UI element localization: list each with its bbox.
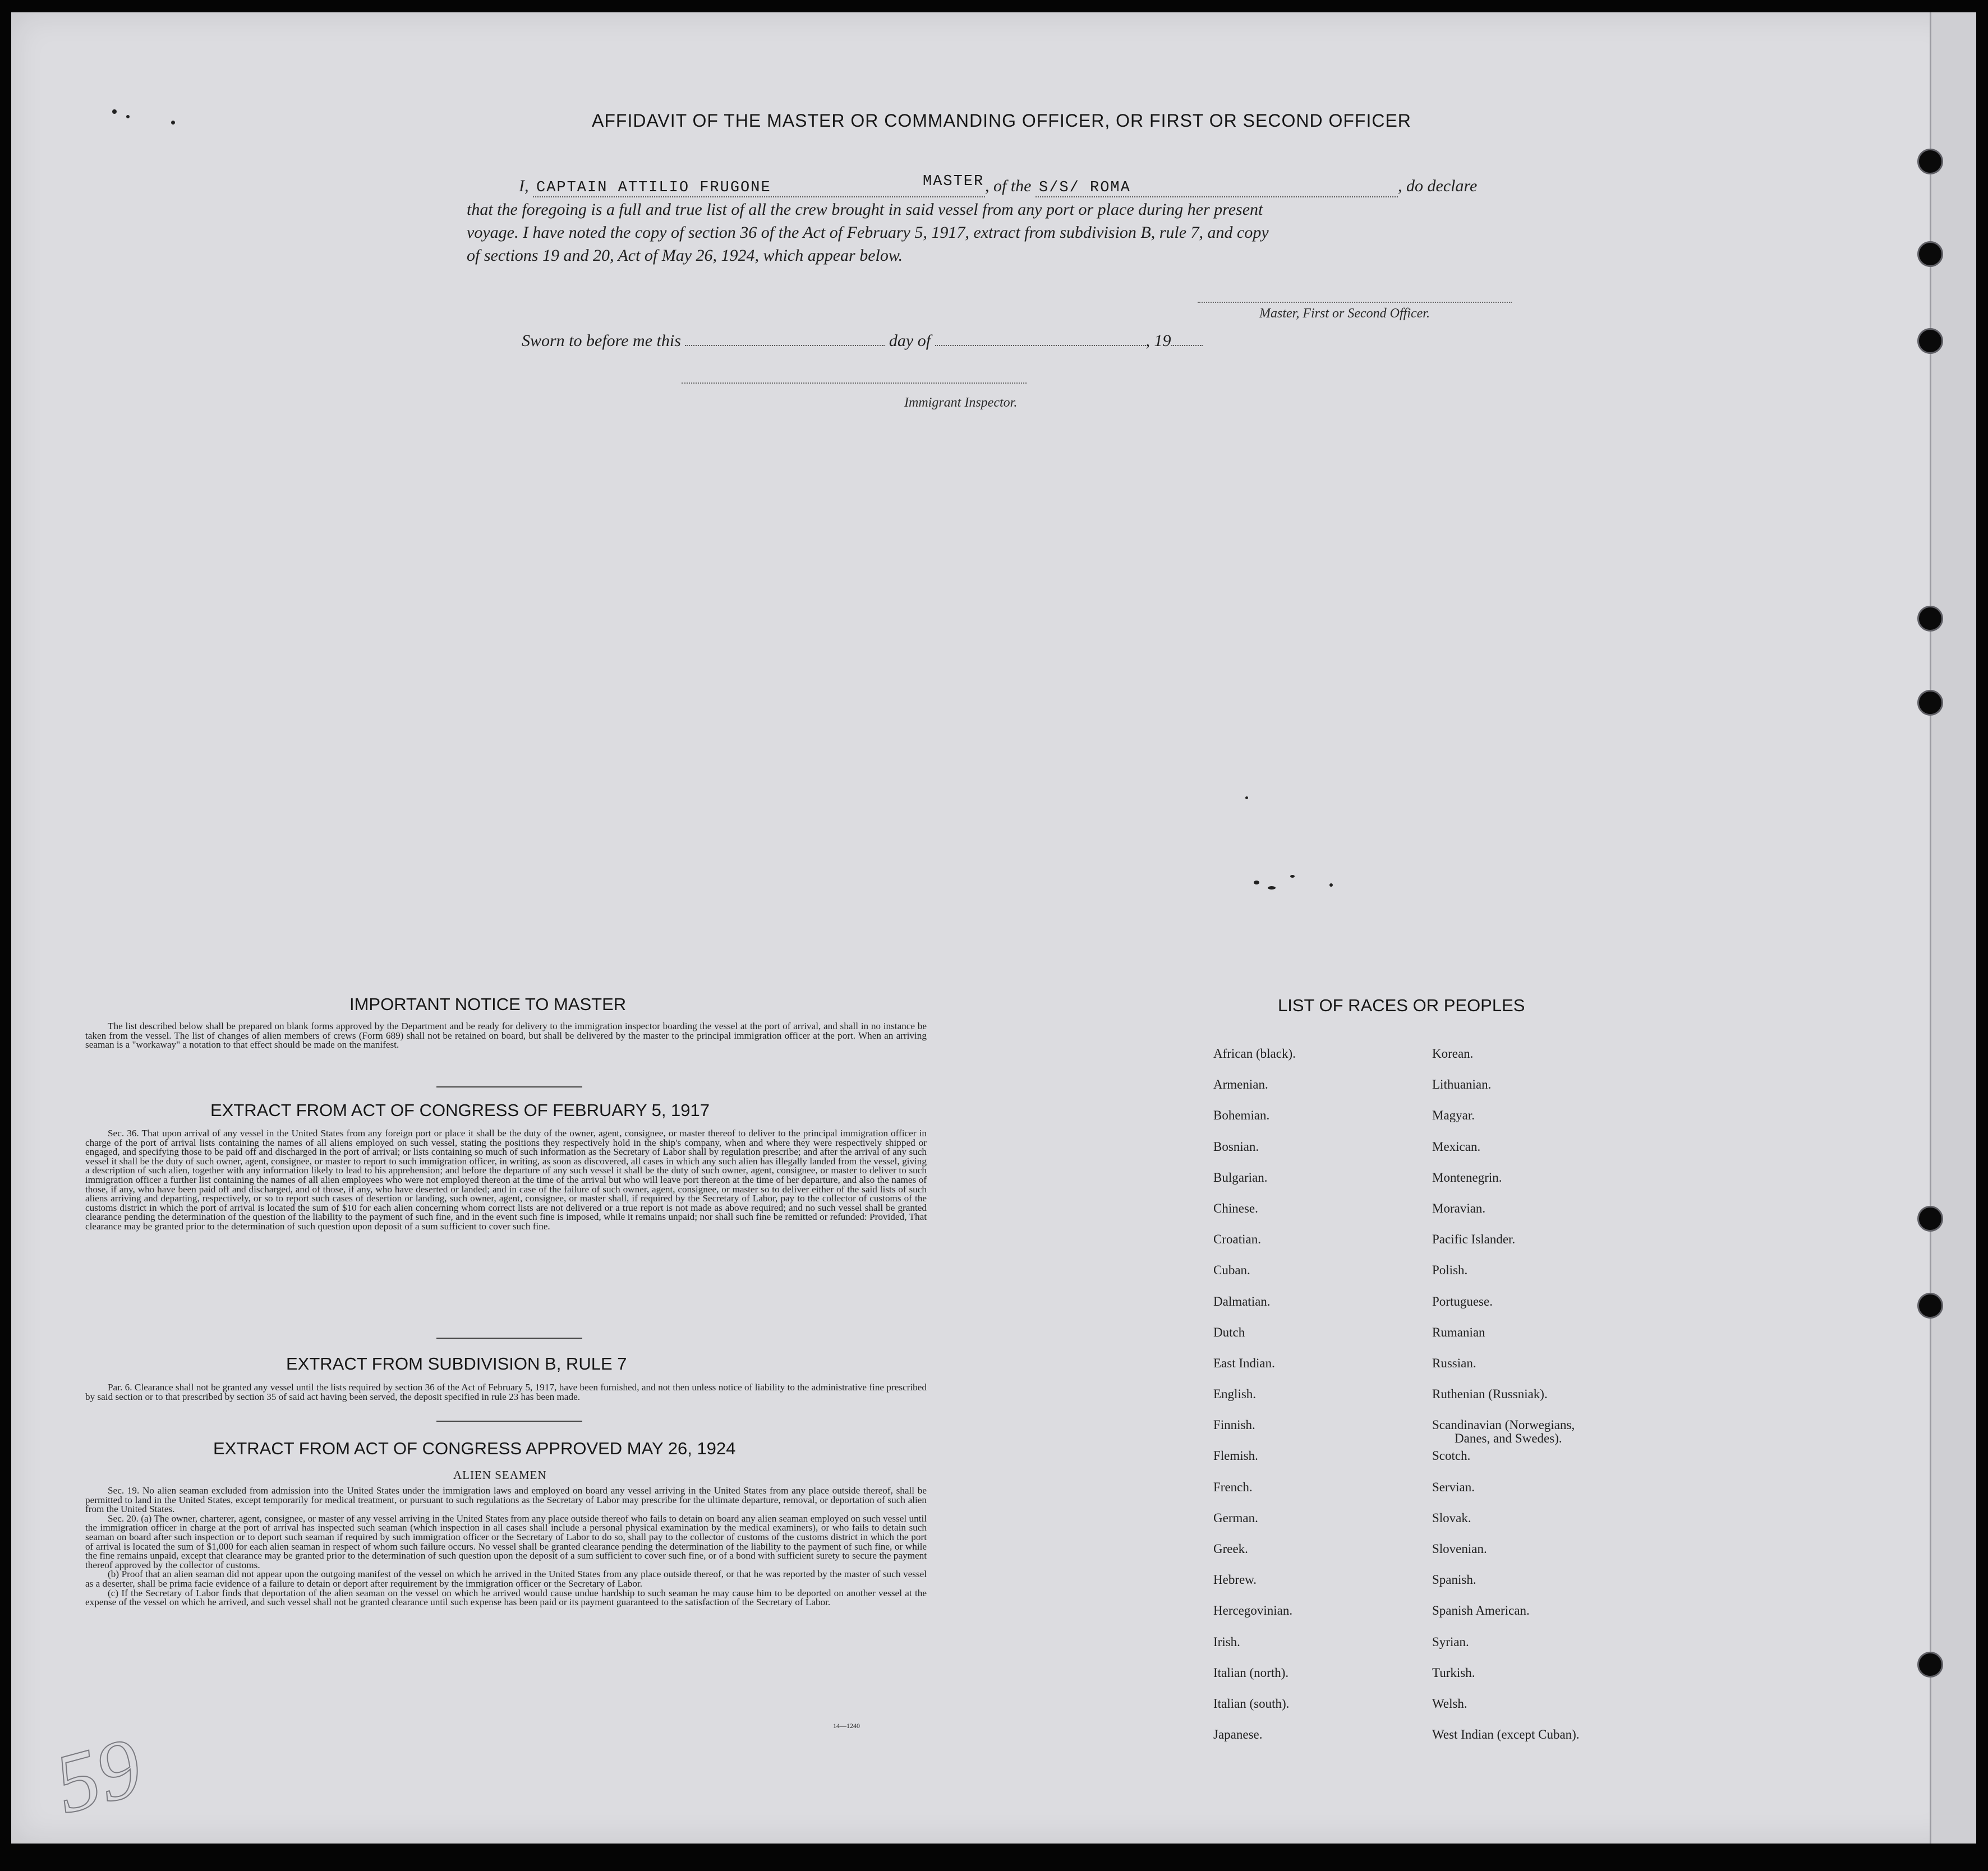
race-item: Spanish. bbox=[1432, 1573, 1476, 1587]
race-item: Hebrew. bbox=[1213, 1573, 1257, 1587]
sworn-day-field[interactable] bbox=[685, 328, 885, 346]
race-item: Bulgarian. bbox=[1213, 1170, 1268, 1185]
speck bbox=[1290, 875, 1295, 878]
punch-hole bbox=[1917, 1652, 1943, 1678]
race-item: Rumanian bbox=[1432, 1325, 1485, 1339]
race-item: Croatian. bbox=[1213, 1232, 1261, 1247]
sworn-prefix: Sworn to before me this bbox=[522, 331, 681, 350]
extract-rule7-text bbox=[85, 1383, 927, 1402]
divider bbox=[436, 1086, 582, 1087]
race-item: Irish. bbox=[1213, 1634, 1240, 1649]
speck bbox=[1245, 796, 1248, 799]
officer-caption: Master, First or Second Officer. bbox=[1259, 306, 1430, 321]
races-left-column bbox=[1213, 1047, 1296, 1758]
form-number: 14—1240 bbox=[833, 1722, 860, 1730]
race-item: English. bbox=[1213, 1387, 1257, 1402]
divider bbox=[436, 1421, 582, 1422]
race-item: Bohemian. bbox=[1213, 1108, 1270, 1123]
extract-1917-text bbox=[85, 1129, 927, 1232]
declaration-line-4: of sections 19 and 20, Act of May 26, 1924, which appear below. bbox=[467, 246, 903, 265]
par-6-paragraph: Par. 6. Clearance shall not be granted any vessel until the lists required by section 36 of the Act of February 5, 1917, have been furnished, and not then unless notice of liability to the administrative fine prescribed by said section or to that prescribed by section 35 of said act having been served, the deposit specified in rule 23 has been made. bbox=[85, 1382, 927, 1402]
race-item: Armenian. bbox=[1213, 1077, 1268, 1092]
notice-text bbox=[85, 1022, 927, 1050]
race-item: Montenegrin. bbox=[1432, 1170, 1502, 1185]
race-item: Spanish American. bbox=[1432, 1603, 1530, 1618]
name-field[interactable]: CAPTAIN ATTILIO FRUGONE bbox=[533, 179, 985, 197]
race-item: Servian. bbox=[1432, 1480, 1475, 1494]
race-item: African (black). bbox=[1213, 1047, 1296, 1061]
affidavit-title: AFFIDAVIT OF THE MASTER OR COMMANDING OFFICER, OR FIRST OR SECOND OFFICER bbox=[592, 110, 1411, 131]
divider bbox=[436, 1338, 582, 1339]
race-item: Greek. bbox=[1213, 1542, 1248, 1556]
race-item: German. bbox=[1213, 1510, 1258, 1525]
race-item: Polish. bbox=[1432, 1263, 1468, 1278]
inspector-signature-line[interactable] bbox=[682, 383, 1027, 384]
sec-20a-paragraph: Sec. 20. (a) The owner, charterer, agent, consignee, or master of any vessel arriving in the United States from any place outside thereof who fails to detain on board any alien seaman employed on such vessel until the immigration officer in charge at the port of arrival has inspected such seaman (which inspection in all cases shall include a personal physical examination by the medical examiners), or who fails to detain such seaman on board after such inspection or to deport such seaman if required by such immigration officer or the Secretary of Labor to do so, shall pay to the collector of customs of the customs district in which the port of arrival is located the sum of $1,000 for each alien seaman in respect of whom such failure occurs. No vessel shall be granted clearance pending the determination of the liability to the payment of such fine, or while the fine remains unpaid, except that clearance may be granted prior to the determination of such question upon the deposit of a sum sufficient to cover such fine, or of a bond with sufficient surety to secure the payment thereof approved by the collector of customs. bbox=[85, 1513, 927, 1570]
declaration-pronoun: I, bbox=[519, 177, 529, 195]
sec-36-paragraph: Sec. 36. That upon arrival of any vessel in the United States from any foreign port or place it shall be the duty of the owner, agent, consignee, or master thereof to deliver to the principal immigration officer in charge of the port of arrival lists containing the names of all aliens employed on such vessel, stating the positions they respectively hold in the ship's company, when and where they were respectively shipped or engaged, and specifying those to be paid off and discharged in the port of arrival; or lists containing so much of such information as the Secretary of Labor shall by regulation prescribe; and after the arrival of any such vessel it shall be the duty of such owner, agent, consignee, or master to report to such immigration officer, in writing, as soon as discovered, all cases in which any such alien has illegally landed from the vessel, giving a description of such alien, together with any information likely to lead to his apprehension; and before the departure of any such vessel it shall be the duty of such owner, agent, consignee, or master to deliver to such immigration officer a further list containing the names of all alien employees who were not employed thereon at the time of the arrival but who will leave port thereon at the time of her departure, and also the names of those, if any, who have been paid off and discharged, and of those, if any, who have deserted or landed; and in case of the failure of such owner, agent, consignee, or master so to deliver either of the said lists of such aliens arriving and departing, respectively, or so to report such cases of desertion or landing, such owner, agent, consignee, or master shall, if required by the Secretary of Labor, pay to the collector of customs of the customs district in which the port of arrival is located the sum of $10 for each alien concerning whom correct lists are not delivered or a true report is not made as above required; and no such vessel shall be granted clearance pending the determination of the question of the liability to the payment of such fine, and in the event such fine is imposed, while it remains unpaid; nor shall such fine be remitted or refunded: Provided, That clearance may be granted prior to the determination of such question upon deposit of a sum sufficient to cover such fine. bbox=[85, 1128, 927, 1232]
declaration-line-2: that the foregoing is a full and true list of all the crew brought in said vessel from any port or place during her present bbox=[467, 200, 1263, 219]
declaration-line-1 bbox=[519, 177, 1477, 197]
race-item: East Indian. bbox=[1213, 1356, 1275, 1370]
races-title: LIST OF RACES OR PEOPLES bbox=[1278, 996, 1525, 1015]
day-of-label: day of bbox=[889, 331, 931, 350]
declaration-line-3: voyage. I have noted the copy of section 36 of the Act of February 5, 1917, extract from subdivision B, rule 7, and copy bbox=[467, 223, 1269, 242]
speck bbox=[112, 109, 117, 114]
race-item: Mexican. bbox=[1432, 1139, 1481, 1154]
race-item: Slovenian. bbox=[1432, 1542, 1487, 1556]
race-item: Cuban. bbox=[1213, 1263, 1250, 1278]
handwritten-number-mark: 59 bbox=[45, 1720, 151, 1832]
race-item: Welsh. bbox=[1432, 1696, 1467, 1711]
race-item: Hercegovinian. bbox=[1213, 1603, 1293, 1618]
extract-1917-title: EXTRACT FROM ACT OF CONGRESS OF FEBRUARY 5, 1917 bbox=[210, 1100, 710, 1120]
race-item: Pacific Islander. bbox=[1432, 1232, 1516, 1247]
race-item: Finnish. bbox=[1213, 1418, 1255, 1432]
punch-hole bbox=[1917, 606, 1943, 632]
sec-20c-paragraph: (c) If the Secretary of Labor finds that deportation of the alien seaman on the vessel on which he arrived would cause undue hardship to such seaman he may cause him to be deported on another vessel at the expense of the vessel on which he arrived, and such vessel shall not be granted clearance until such expense has been paid or its payment guaranteed to the satisfaction of the Secretary of Labor. bbox=[85, 1587, 927, 1608]
race-item: West Indian (except Cuban). bbox=[1432, 1727, 1580, 1742]
vessel-field[interactable]: S/S/ ROMA bbox=[1036, 179, 1398, 197]
race-item: Japanese. bbox=[1213, 1727, 1263, 1742]
race-item: Russian. bbox=[1432, 1356, 1476, 1370]
speck bbox=[1329, 883, 1333, 887]
alien-seamen-subtitle: ALIEN SEAMEN bbox=[453, 1468, 547, 1482]
sworn-month-field[interactable] bbox=[935, 328, 1146, 346]
extract-1924-title: EXTRACT FROM ACT OF CONGRESS APPROVED MAY 26, 1924 bbox=[213, 1439, 736, 1458]
officer-signature-line[interactable] bbox=[1198, 302, 1512, 303]
of-the-label: , of the bbox=[985, 177, 1032, 195]
punch-hole bbox=[1917, 328, 1943, 354]
punch-hole bbox=[1917, 149, 1943, 174]
race-item: Lithuanian. bbox=[1432, 1077, 1492, 1092]
race-item: Dalmatian. bbox=[1213, 1294, 1271, 1308]
race-item: Italian (south). bbox=[1213, 1696, 1290, 1711]
race-item: Slovak. bbox=[1432, 1510, 1471, 1525]
year-prefix: , 19 bbox=[1145, 331, 1171, 350]
notice-paragraph: The list described below shall be prepared on blank forms approved by the Department and be ready for delivery to the immigration inspector boarding the vessel at the port of arrival, and shall in no instance be taken from the vessel. The list of changes of alien members of crews (Form 689) shall not be retained on board, but shall be delivered by the master to the principal immigration officer at the port. When an arriving seaman is a "workaway" a notation to that effect should be made on the manifest. bbox=[85, 1021, 927, 1050]
race-item: Bosnian. bbox=[1213, 1139, 1259, 1154]
speck bbox=[1268, 886, 1276, 890]
race-item: Italian (north). bbox=[1213, 1665, 1289, 1680]
race-item: Magyar. bbox=[1432, 1108, 1475, 1123]
speck bbox=[126, 115, 130, 118]
race-item: Syrian. bbox=[1432, 1634, 1469, 1649]
extract-rule7-title: EXTRACT FROM SUBDIVISION B, RULE 7 bbox=[286, 1354, 627, 1374]
race-item: Portuguese. bbox=[1432, 1294, 1493, 1308]
inspector-caption: Immigrant Inspector. bbox=[904, 395, 1018, 410]
sec-19-paragraph: Sec. 19. No alien seaman excluded from admission into the United States under the immigration laws and employed on board any vessel arriving in the United States from any place outside thereof, shall be permitted to land in the United States, except temporarily for medical treatment, or pursuant to such regulations as the Secretary of Labor may prescribe for the ultimate departure, removal, or deportation of such alien from the United States. bbox=[85, 1485, 927, 1515]
sworn-year-field[interactable] bbox=[1171, 328, 1203, 346]
races-right-column bbox=[1432, 1047, 1580, 1758]
race-item-text: Scandinavian (Norwegians, bbox=[1432, 1418, 1575, 1432]
punch-hole bbox=[1917, 1293, 1943, 1319]
notice-title: IMPORTANT NOTICE TO MASTER bbox=[349, 994, 627, 1014]
race-item: Scotch. bbox=[1432, 1449, 1471, 1463]
race-item: French. bbox=[1213, 1480, 1253, 1494]
speck bbox=[171, 121, 175, 125]
race-item: Flemish. bbox=[1213, 1449, 1258, 1463]
sworn-line bbox=[522, 328, 1203, 351]
punch-hole bbox=[1917, 1206, 1943, 1232]
race-item: Chinese. bbox=[1213, 1201, 1258, 1215]
punch-hole bbox=[1917, 241, 1943, 267]
sec-20b-paragraph: (b) Proof that an alien seaman did not appear upon the outgoing manifest of the vessel on which he arrived in the United States from any place outside thereof, or that he was reported by the master of such vessel as a deserter, shall be prima facie evidence of a failure to detain or deport after requirement by the immigration officer or the Secretary of Labor. bbox=[85, 1569, 927, 1589]
race-item bbox=[1432, 1418, 1580, 1449]
race-item-continuation: Danes, and Swedes). bbox=[1455, 1431, 1562, 1446]
race-item: Moravian. bbox=[1432, 1201, 1486, 1215]
extract-1924-text bbox=[85, 1486, 927, 1607]
speck bbox=[1254, 881, 1259, 884]
do-declare-label: , do declare bbox=[1398, 177, 1478, 195]
punch-hole bbox=[1917, 690, 1943, 716]
race-item: Dutch bbox=[1213, 1325, 1245, 1339]
race-item: Korean. bbox=[1432, 1047, 1474, 1061]
race-item: Turkish. bbox=[1432, 1665, 1475, 1680]
race-item: Ruthenian (Russniak). bbox=[1432, 1387, 1548, 1402]
page-edge bbox=[1930, 12, 1976, 1844]
rank-field[interactable]: MASTER bbox=[923, 173, 984, 190]
